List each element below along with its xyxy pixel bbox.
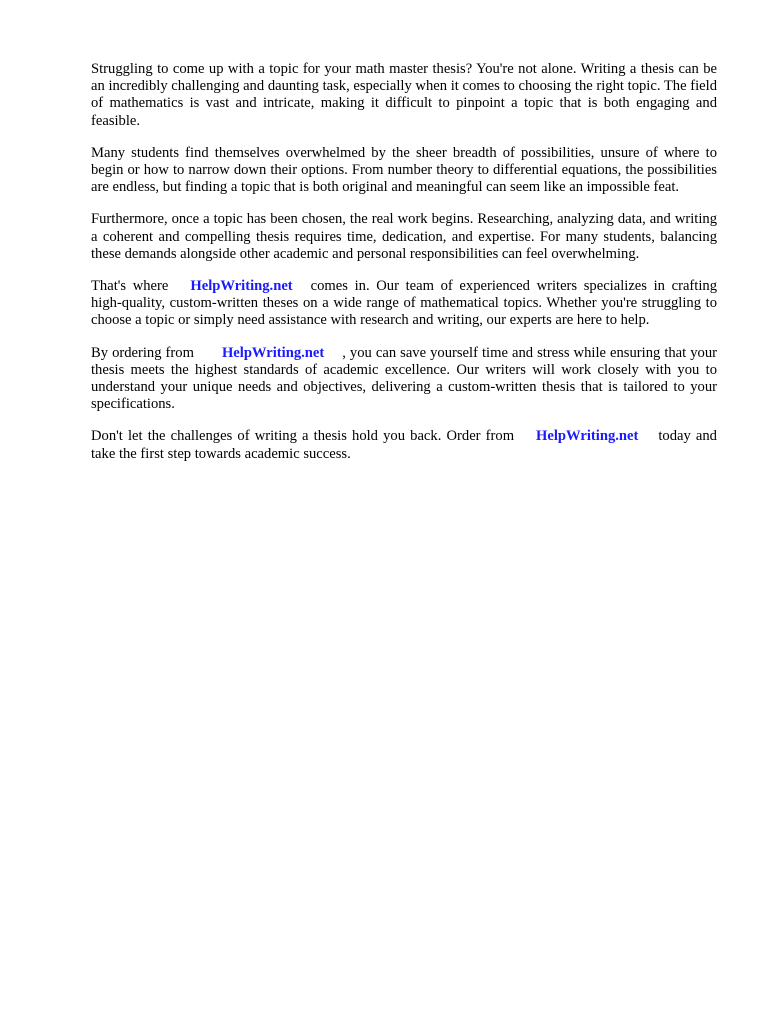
document-body (91, 61, 717, 478)
helpwriting-link[interactable]: HelpWriting.net (190, 278, 293, 295)
helpwriting-link[interactable]: HelpWriting.net (221, 344, 325, 361)
paragraph-text: comes in. Our team of experienced writers specializes in crafting high-quality, custom-written theses on a wide range of mathematical topics. Whether you're struggling to choose a topic or simply need assistance with research and writing, our experts are here to help. (91, 278, 717, 329)
paragraph-call-to-action (91, 428, 717, 462)
paragraph-text: By ordering from (91, 344, 194, 361)
paragraph-possibilities: Many students find themselves overwhelmed by the sheer breadth of possibilities, unsure of where to begin or how to narrow down their options. From number theory to differential equations, the possibilities are endless, but finding a topic that is both original and meaningful can seem like an impossible feat. (91, 144, 717, 196)
paragraph-real-work: Furthermore, once a topic has been chosen, the real work begins. Researching, analyzing data, and writing a coherent and compelling thesis requires time, dedication, and expertise. For many students, balancing these demands alongside other academic and personal responsibilities can feel overwhelming. (91, 211, 717, 262)
paragraph-by-ordering (91, 345, 717, 414)
paragraph-intro: Struggling to come up with a topic for your math master thesis? You're not alone. Writing a thesis can be an incredibly challenging and daunting task, especially when it comes to choosing the right topic. The field of mathematics is vast and intricate, making it difficult to pinpoint a topic that is both engaging and feasible. (91, 61, 717, 129)
paragraph-thats-where (91, 278, 717, 330)
helpwriting-link[interactable]: HelpWriting.net (536, 428, 639, 445)
paragraph-text: , you can save yourself time and stress while ensuring that your thesis meets the highest standards of academic excellence. Our writers will work closely with you to understand your unique needs and objectives, delivering a custom-written thesis that is tailored to your specifications. (91, 344, 718, 413)
paragraph-text: Don't let the challenges of writing a thesis hold you back. Order from (91, 428, 515, 445)
paragraph-text: That's where (91, 278, 169, 295)
paragraph-text: today and take the first step towards academic success. (91, 428, 717, 462)
